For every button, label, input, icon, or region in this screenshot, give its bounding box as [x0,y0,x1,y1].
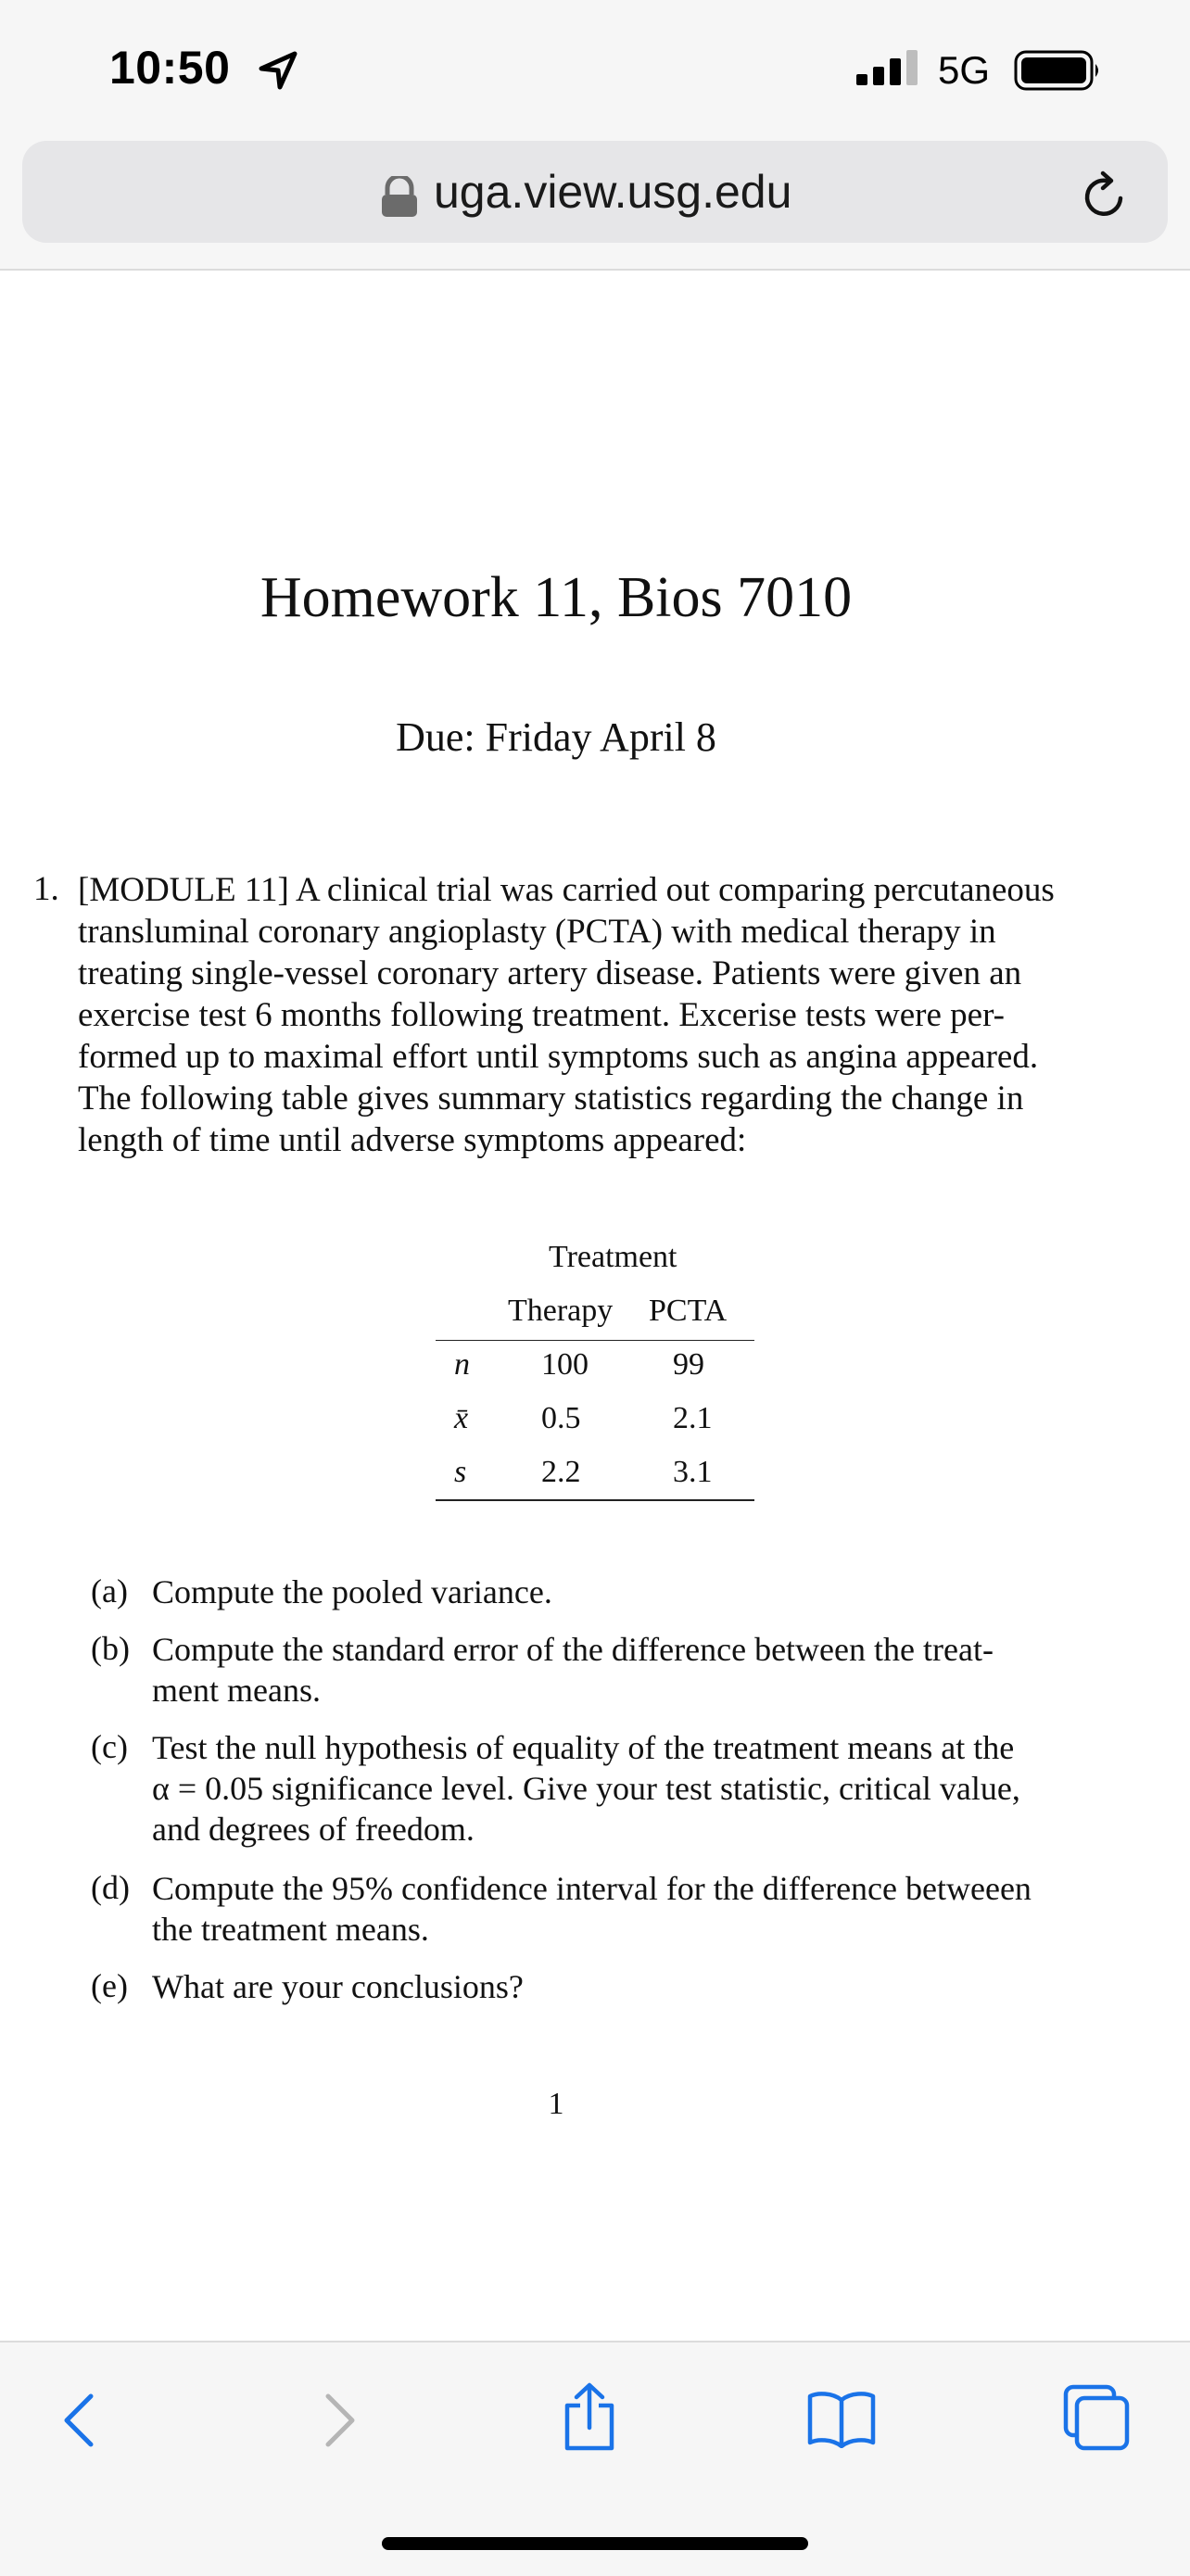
question-line: The following table gives summary statistics regarding the change in [78,1080,1024,1118]
page-title: Homework 11, Bios 7010 [260,566,853,629]
question-line: transluminal coronary angioplasty (PCTA) with medical therapy in [78,913,996,951]
table-cell: 2.2 [541,1455,581,1489]
part-line: ment means. [152,1672,321,1709]
question-line: formed up to maximal effort until symptoms such as angina appeared. [78,1038,1039,1076]
reload-icon[interactable] [1079,170,1131,222]
forward-icon[interactable] [315,2391,361,2450]
part-label: (e) [91,1967,128,2004]
table-rule [436,1499,754,1501]
table-column-header: PCTA [649,1294,728,1328]
question-text [78,869,1121,1161]
table-row-label: n [454,1347,470,1382]
network-type: 5G [938,48,991,92]
table-cell: 100 [541,1347,589,1382]
question-number: 1. [33,870,59,908]
question-line: [MODULE 11] A clinical trial was carried out comparing percutaneous [78,871,1055,909]
part-text [152,1966,1121,2007]
part-line: Compute the 95% confidence interval for the difference betweeen [152,1870,1032,1907]
table-row-label: s [454,1455,467,1489]
part-line: and degrees of freedom. [152,1811,475,1848]
bookmarks-icon[interactable] [806,2389,877,2448]
part-text [152,1572,1121,1612]
lock-icon [376,176,423,219]
share-icon[interactable] [560,2381,619,2452]
table-rule [436,1340,754,1341]
part-label: (b) [91,1630,130,1667]
part-line: Compute the pooled variance. [152,1573,552,1610]
table-cell: 0.5 [541,1401,581,1435]
part-label: (a) [91,1572,128,1610]
signal-bars-icon [855,48,921,85]
part-line: Compute the standard error of the difference between the treat- [152,1631,994,1668]
tabs-icon[interactable] [1062,2383,1131,2452]
table-group-header: Treatment [549,1240,677,1274]
question-line: exercise test 6 months following treatment. Excerise tests were per- [78,996,1005,1034]
table-cell: 2.1 [673,1401,713,1435]
part-line: α = 0.05 significance level. Give your test statistic, critical value, [152,1770,1020,1807]
due-date: Due: Friday April 8 [396,714,716,760]
divider [0,269,1190,271]
table-cell: 99 [673,1347,704,1382]
question-line: treating single-vessel coronary artery disease. Patients were given an [78,954,1022,992]
part-line: Test the null hypothesis of equality of the treatment means at the [152,1729,1015,1766]
question-line: length of time until adverse symptoms appeared: [78,1121,747,1159]
status-time: 10:50 [109,42,231,94]
location-arrow-icon [258,50,298,91]
part-line: What are your conclusions? [152,1968,524,2005]
part-text [152,1727,1121,1850]
home-indicator[interactable] [382,2537,808,2550]
table-row-label: x̄ [454,1401,469,1435]
table-cell: 3.1 [673,1455,713,1489]
battery-icon [1014,50,1103,91]
part-line: the treatment means. [152,1911,429,1948]
part-text [152,1629,1121,1711]
table-column-header: Therapy [508,1294,614,1328]
part-label: (d) [91,1869,130,1906]
page-number: 1 [548,2087,564,2121]
part-label: (c) [91,1728,128,1765]
url-text[interactable]: uga.view.usg.edu [434,166,792,218]
back-icon[interactable] [57,2391,104,2450]
part-text [152,1868,1121,1950]
